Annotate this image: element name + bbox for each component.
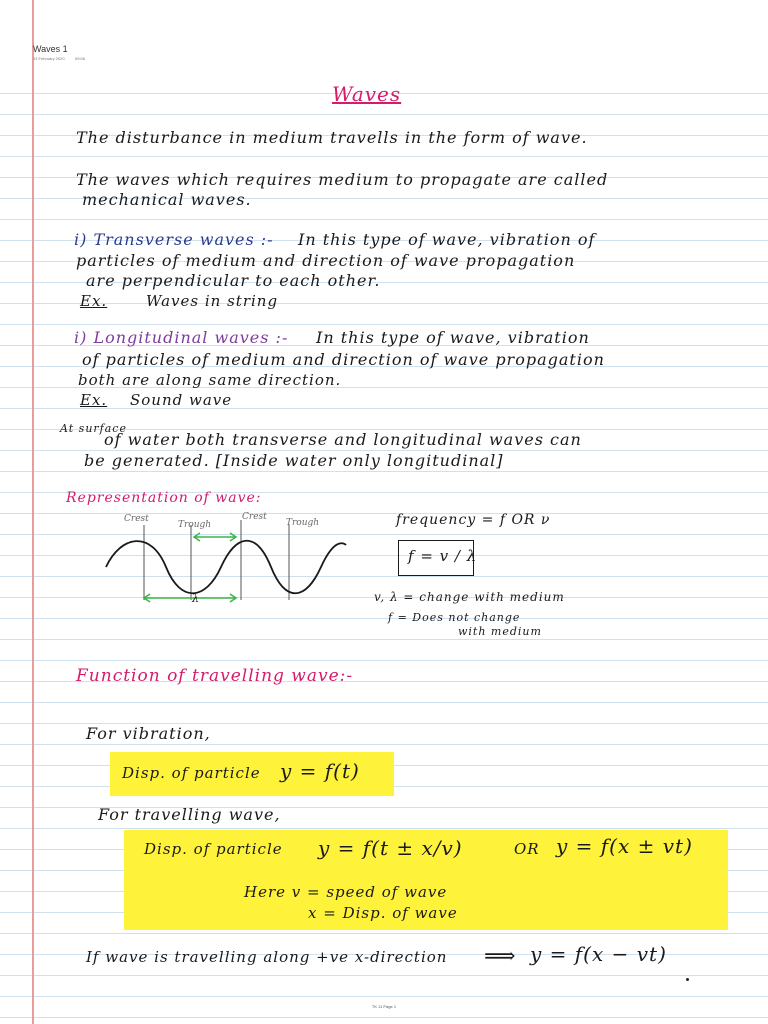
mechanical-line2: mechanical waves. bbox=[82, 190, 252, 209]
longitudinal-line1: In this type of wave, vibration bbox=[316, 328, 590, 347]
travel-eq2: y = f(x ± vt) bbox=[556, 834, 693, 858]
surface-line1: of water both transverse and longitudinal waves can bbox=[104, 430, 582, 449]
page-footer: TK 11 Page 1 bbox=[371, 1004, 397, 1009]
formula-text: f = v / λ bbox=[408, 547, 478, 565]
note-title: Waves 1 bbox=[33, 44, 68, 54]
longitudinal-ex-label: Ex. bbox=[80, 391, 108, 409]
note-time: 09:06 bbox=[75, 56, 86, 61]
transverse-line2: particles of medium and direction of wave propagation bbox=[76, 251, 576, 270]
nochange-line1: f = Does not change bbox=[388, 611, 521, 624]
nochange-line2: with medium bbox=[458, 625, 542, 638]
travel-eq1: y = f(t ± x/v) bbox=[318, 836, 463, 860]
page-title: Waves bbox=[332, 82, 402, 106]
transverse-line1: In this type of wave, vibration of bbox=[298, 230, 596, 249]
wave-curve bbox=[106, 541, 346, 594]
longitudinal-ex-text: Sound wave bbox=[130, 391, 233, 409]
vibration-label: For vibration, bbox=[86, 724, 211, 743]
travel-label: For travelling wave, bbox=[98, 805, 281, 824]
implies-arrow: ⟹ bbox=[484, 944, 517, 969]
margin-line bbox=[32, 0, 34, 1024]
longitudinal-line2: of particles of medium and direction of wave propagation bbox=[82, 350, 605, 369]
crest1-label: Crest bbox=[124, 514, 149, 524]
longitudinal-line3: both are along same direction. bbox=[78, 371, 342, 389]
plus-x-text: If wave is travelling along +ve x-direction bbox=[86, 948, 448, 966]
function-heading: Function of travelling wave:- bbox=[76, 666, 354, 686]
frequency-text: frequency = f OR ν bbox=[396, 512, 551, 528]
surface-line2: be generated. [Inside water only longitudinal] bbox=[84, 451, 504, 470]
here-line2: x = Disp. of wave bbox=[308, 904, 458, 922]
transverse-ex-text: Waves in string bbox=[146, 292, 279, 310]
crest2-label: Crest bbox=[242, 512, 267, 522]
lambda-label: λ bbox=[192, 592, 199, 605]
transverse-line3: are perpendicular to each other. bbox=[86, 271, 381, 290]
definition-text: The disturbance in medium travells in the form of wave. bbox=[76, 128, 588, 147]
longitudinal-heading: i) Longitudinal waves :- bbox=[74, 328, 289, 347]
ink-dot bbox=[686, 978, 689, 981]
wave-diagram bbox=[96, 505, 386, 605]
transverse-heading: i) Transverse waves :- bbox=[74, 230, 274, 249]
or-word: OR bbox=[514, 840, 540, 858]
travel-disp: Disp. of particle bbox=[144, 840, 283, 858]
plus-x-eq: y = f(x − vt) bbox=[530, 942, 667, 966]
vibration-eq: y = f(t) bbox=[280, 759, 360, 783]
vibration-disp: Disp. of particle bbox=[122, 764, 261, 782]
mechanical-line1: The waves which requires medium to propagate are called bbox=[76, 170, 609, 189]
representation-heading: Representation of wave: bbox=[66, 490, 262, 506]
note-date: 13 February 2020 bbox=[33, 56, 65, 61]
here-line1: Here v = speed of wave bbox=[244, 883, 448, 901]
trough2-label: Trough bbox=[286, 518, 320, 528]
surface-prefix: At surface bbox=[60, 422, 127, 435]
change-text: v, λ = change with medium bbox=[374, 590, 565, 604]
transverse-ex-label: Ex. bbox=[80, 292, 108, 310]
trough1-label: Trough bbox=[178, 520, 212, 530]
page-header-area bbox=[0, 0, 768, 72]
